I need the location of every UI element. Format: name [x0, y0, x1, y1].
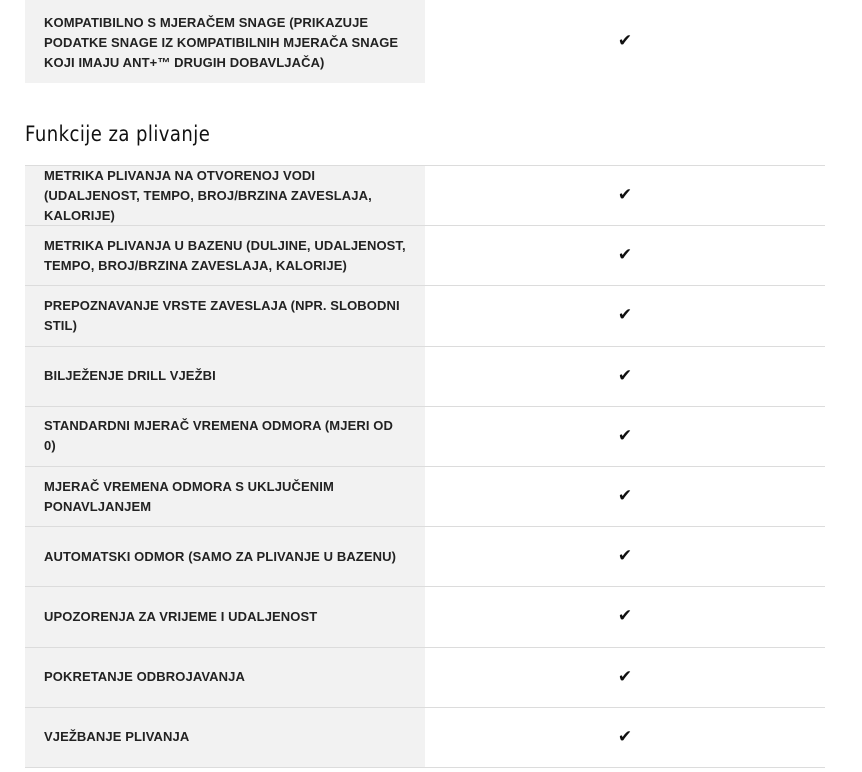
spec-row	[25, 166, 825, 226]
spec-row	[25, 467, 825, 527]
swim-features-table	[25, 165, 825, 768]
checkmark-icon: ✔	[617, 666, 633, 687]
spec-row	[25, 347, 825, 407]
spec-value	[425, 226, 825, 285]
spec-label: MJERAČ VREMENA ODMORA S UKLJUČENIM PONAVLJANJEM	[25, 467, 425, 526]
spec-row	[25, 527, 825, 587]
checkmark-icon: ✔	[617, 31, 633, 51]
spec-value	[425, 0, 825, 83]
spec-label: METRIKA PLIVANJA NA OTVORENOJ VODI (UDALJENOST, TEMPO, BROJ/BRZINA ZAVESLAJA, KALORIJE)	[25, 166, 425, 225]
spec-value	[425, 467, 825, 526]
checkmark-icon: ✔	[617, 365, 633, 386]
spec-label: PREPOZNAVANJE VRSTE ZAVESLAJA (NPR. SLOBODNI STIL)	[25, 286, 425, 345]
checkmark-icon: ✔	[617, 425, 633, 446]
spec-label: VJEŽBANJE PLIVANJA	[25, 708, 425, 767]
spec-label: METRIKA PLIVANJA U BAZENU (DULJINE, UDALJENOST, TEMPO, BROJ/BRZINA ZAVESLAJA, KALORIJE)	[25, 226, 425, 285]
spec-value	[425, 407, 825, 466]
spec-label: BILJEŽENJE DRILL VJEŽBI	[25, 347, 425, 406]
spec-value	[425, 648, 825, 707]
spec-value	[425, 286, 825, 345]
spec-label: POKRETANJE ODBROJAVANJA	[25, 648, 425, 707]
spec-label: STANDARDNI MJERAČ VREMENA ODMORA (MJERI OD 0)	[25, 407, 425, 466]
checkmark-icon: ✔	[617, 546, 633, 567]
spec-value	[425, 347, 825, 406]
spec-label: KOMPATIBILNO S MJERAČEM SNAGE (PRIKAZUJE PODATKE SNAGE IZ KOMPATIBILNIH MJERAČA SNAGE KOJI IMAJU ANT+™ DRUGIH DOBAVLJAČA)	[25, 0, 425, 83]
spec-row-power-meter	[25, 0, 825, 83]
spec-row	[25, 648, 825, 708]
spec-value	[425, 527, 825, 586]
spec-row	[25, 708, 825, 768]
checkmark-icon: ✔	[617, 606, 633, 627]
spec-label: AUTOMATSKI ODMOR (SAMO ZA PLIVANJE U BAZENU)	[25, 527, 425, 586]
section-title-swim-features: Funkcije za plivanje	[25, 122, 211, 146]
spec-value	[425, 166, 825, 225]
checkmark-icon: ✔	[617, 245, 633, 266]
spec-row	[25, 407, 825, 467]
spec-value	[425, 587, 825, 646]
checkmark-icon: ✔	[617, 726, 633, 747]
spec-value	[425, 708, 825, 767]
checkmark-icon: ✔	[617, 486, 633, 507]
specs-page	[25, 0, 825, 768]
spec-row	[25, 226, 825, 286]
checkmark-icon: ✔	[617, 185, 633, 206]
spec-label: UPOZORENJA ZA VRIJEME I UDALJENOST	[25, 587, 425, 646]
spec-row	[25, 587, 825, 647]
checkmark-icon: ✔	[617, 305, 633, 326]
spec-row	[25, 286, 825, 346]
